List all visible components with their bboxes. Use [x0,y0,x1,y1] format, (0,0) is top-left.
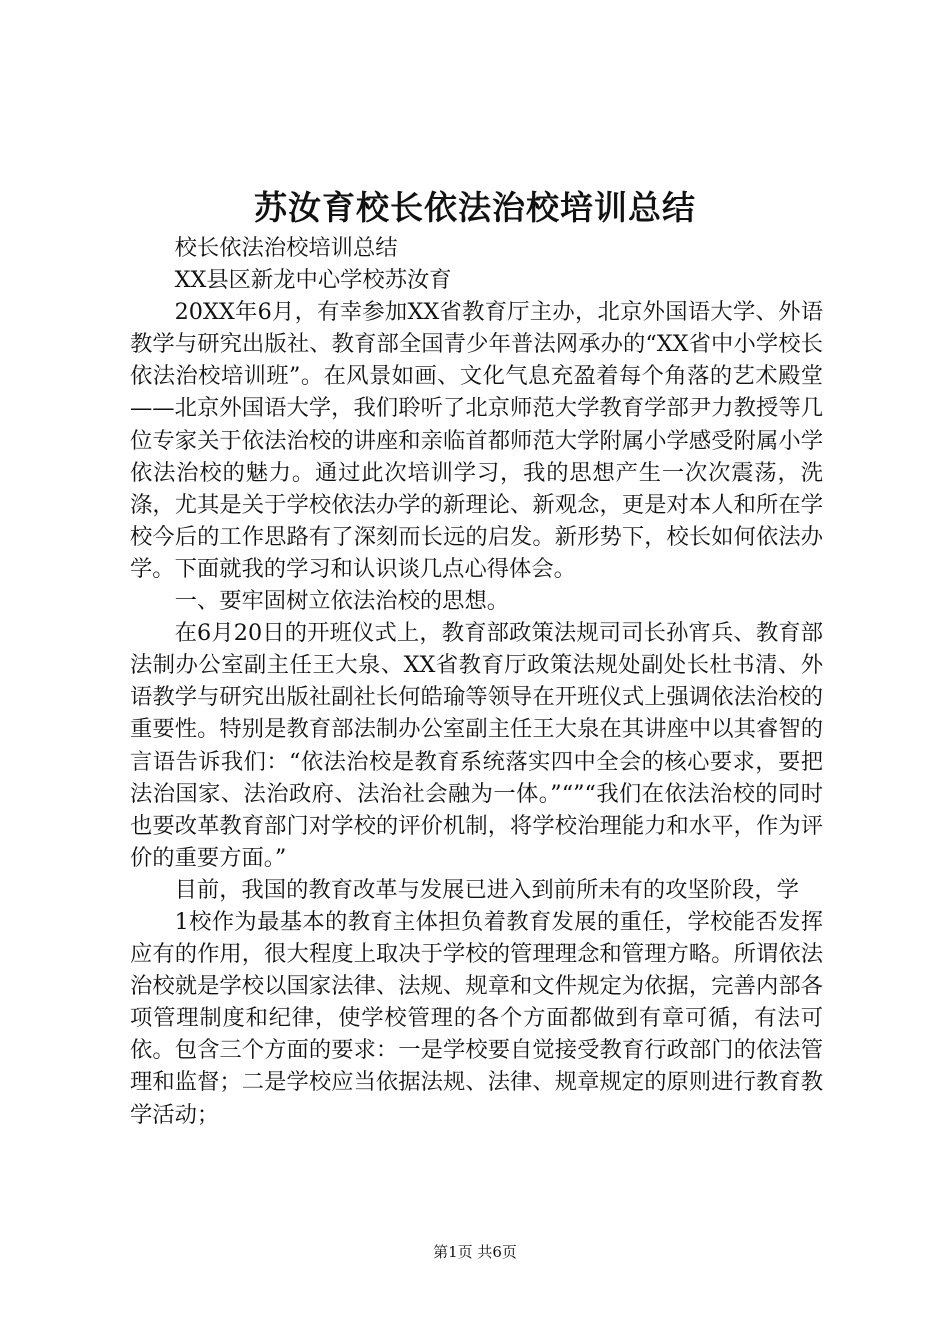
author-line: XX县区新龙中心学校苏汝育 [174,267,452,294]
document-body [130,232,823,1131]
document-title: 苏汝育校长依法治校培训总结 [254,188,696,227]
body-paragraph: 在6月20日的开班仪式上，教育部政策法规司司长孙宵兵、教育部法制办公室副主任王大泉、XX省教育厅政策法规处副处长杜书清、外语教学与研究出版社副社长何皓瑜等领导在开班仪式上强调依法治校的重要性。特别是教育部法制办公室副主任王大泉在其讲座中以其睿智的言语告诉我们：“依法治校是教育系统落实四中全会的核心要求，要把法治国家、法治政府、法治社会融为一体。”“”“我们在依法治校的同时也要改革教育部门对学校的评价机制，将学校治理能力和水平，作为评价的重要方面。” [130,620,823,871]
body-paragraph: 1校作为最基本的教育主体担负着教育发展的重任，学校能否发挥应有的作用，很大程度上取决于学校的管理理念和管理方略。所谓依法治校就是学校以国家法律、法规、规章和文件规定为依据，完善内部各项管理制度和纪律，使学校管理的各个方面都做到有章可循，有法可依。包含三个方面的要求：一是学校要自觉接受教育行政部门的依法管理和监督；二是学校应当依据法规、法律、规章规定的原则进行教育教学活动； [130,908,823,1128]
subtitle-line: 校长依法治校培训总结 [174,235,398,261]
body-paragraph: 20XX年6月，有幸参加XX省教育厅主办，北京外国语大学、外语教学与研究出版社、教育部全国青少年普法网承办的“XX省中小学校长依法治校培训班”。在风景如画、文化气息充盈着每个角落的艺术殿堂——北京外国语大学，我们聆听了北京师范大学教育学部尹力教授等几位专家关于依法治校的讲座和亲临首都师范大学附属小学感受附属小学依法治校的魅力。通过此次培训学习，我的思想产生一次次震荡，洗涤，尤其是关于学校依法办学的新理论、新观念，更是对本人和所在学校今后的工作思路有了深刻而长远的启发。新形势下，校长如何依法办学。下面就我的学习和认识谈几点心得体会。 [130,299,823,582]
body-paragraph: 目前，我国的教育改革与发展已进入到前所未有的攻坚阶段，学 [174,876,799,903]
page-number-footer: 第1页 共6页 [433,1243,517,1261]
section-heading: 一、要牢固树立依法治校的思想。 [174,588,510,615]
